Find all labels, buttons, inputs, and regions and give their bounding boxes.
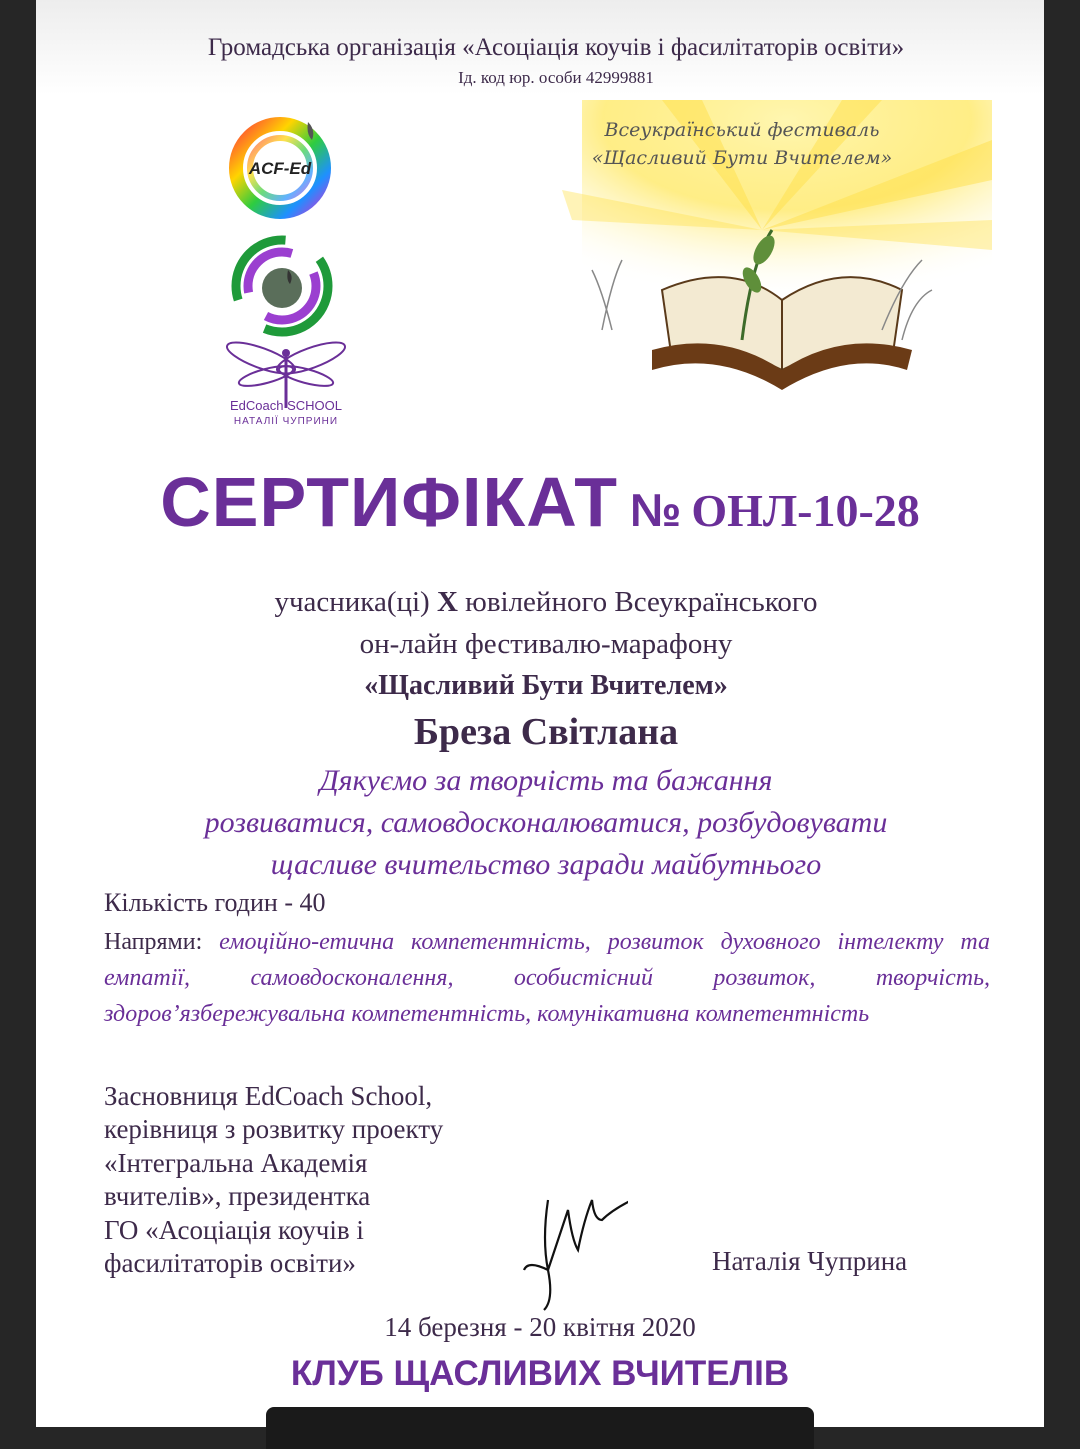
- thanks-line1: Дякуємо за творчість та бажання: [319, 764, 773, 797]
- founder-line: Засновниця EdCoach School,: [104, 1081, 433, 1111]
- club-logo: [226, 230, 338, 342]
- participant-line1: [76, 586, 1016, 619]
- organization-name: Громадська організація «Асоціація коучів і фасилітаторів освіти»: [207, 34, 905, 61]
- festival-title: [542, 116, 942, 172]
- founder-line: вчителів», президентка: [104, 1181, 371, 1212]
- acfe-logo-text: ACF-Ed: [248, 159, 312, 178]
- directions-paragraph: [104, 924, 990, 1032]
- thanks-line3: щасливе вчительство заради майбутнього: [270, 848, 822, 881]
- certificate-word: СЕРТИФІКАТ: [160, 463, 619, 541]
- founder-line: ГО «Асоціація коучів і: [104, 1214, 364, 1245]
- event-dates: 14 березня - 20 квітня 2020: [384, 1312, 696, 1342]
- line1-pre: учасника(ці): [274, 586, 437, 618]
- founder-block: [104, 1080, 524, 1280]
- certificate-page: [36, 0, 1044, 1427]
- club-name-footer: КЛУБ ЩАСЛИВИХ ВЧИТЕЛІВ: [290, 1354, 790, 1393]
- certificate-number: ОНЛ-10-28: [691, 485, 920, 536]
- edcoach-logo: [216, 336, 356, 432]
- directions-label: Напрями:: [104, 929, 220, 955]
- founder-line: фасилітаторів освіти»: [104, 1248, 356, 1279]
- edcoach-logo-subtitle: НАТАЛІЇ ЧУПРИНИ: [233, 416, 339, 427]
- line1-post: ювілейного Всеукраїнського: [457, 586, 818, 618]
- thanks-line2: розвиватися, самовдосконалюватися, розбудовувати: [204, 806, 888, 839]
- bottom-sheet-handle[interactable]: [266, 1407, 814, 1449]
- festival-title-line2: «Щасливий Бути Вчителем»: [591, 147, 893, 169]
- festival-name: «Щасливий Бути Вчителем»: [364, 670, 728, 701]
- dragonfly-icon: [216, 336, 356, 416]
- founder-line: керівниця з розвитку проекту: [104, 1114, 444, 1145]
- signer-name: Наталія Чуприна: [712, 1246, 908, 1276]
- organization-code: Ід. код юр. особи 42999881: [458, 68, 654, 87]
- certificate-number-sign: №: [630, 484, 682, 536]
- acfe-logo: [228, 112, 338, 222]
- founder-line: «Інтегральна Академія: [104, 1147, 368, 1178]
- line1-bold: Х: [436, 586, 458, 618]
- hours-count: Кількість годин - 40: [104, 888, 326, 917]
- festival-title-line1: Всеукраїнський фестиваль: [604, 119, 880, 141]
- participant-name: Бреза Світлана: [413, 711, 679, 753]
- directions-text: емоційно-етична компетентність, розвиток духовного інтелекту та емпатії, самовдосконалення, особистісний розвиток, творчість, здоров’язбережувальна компетентність, комунікативна компетентність: [104, 929, 990, 1027]
- certificate-heading: [36, 462, 1044, 542]
- signature: [518, 1190, 628, 1320]
- edcoach-logo-text: EdCoach SCHOOL: [230, 398, 342, 413]
- participant-line2: он-лайн фестивалю-марафону: [359, 628, 733, 660]
